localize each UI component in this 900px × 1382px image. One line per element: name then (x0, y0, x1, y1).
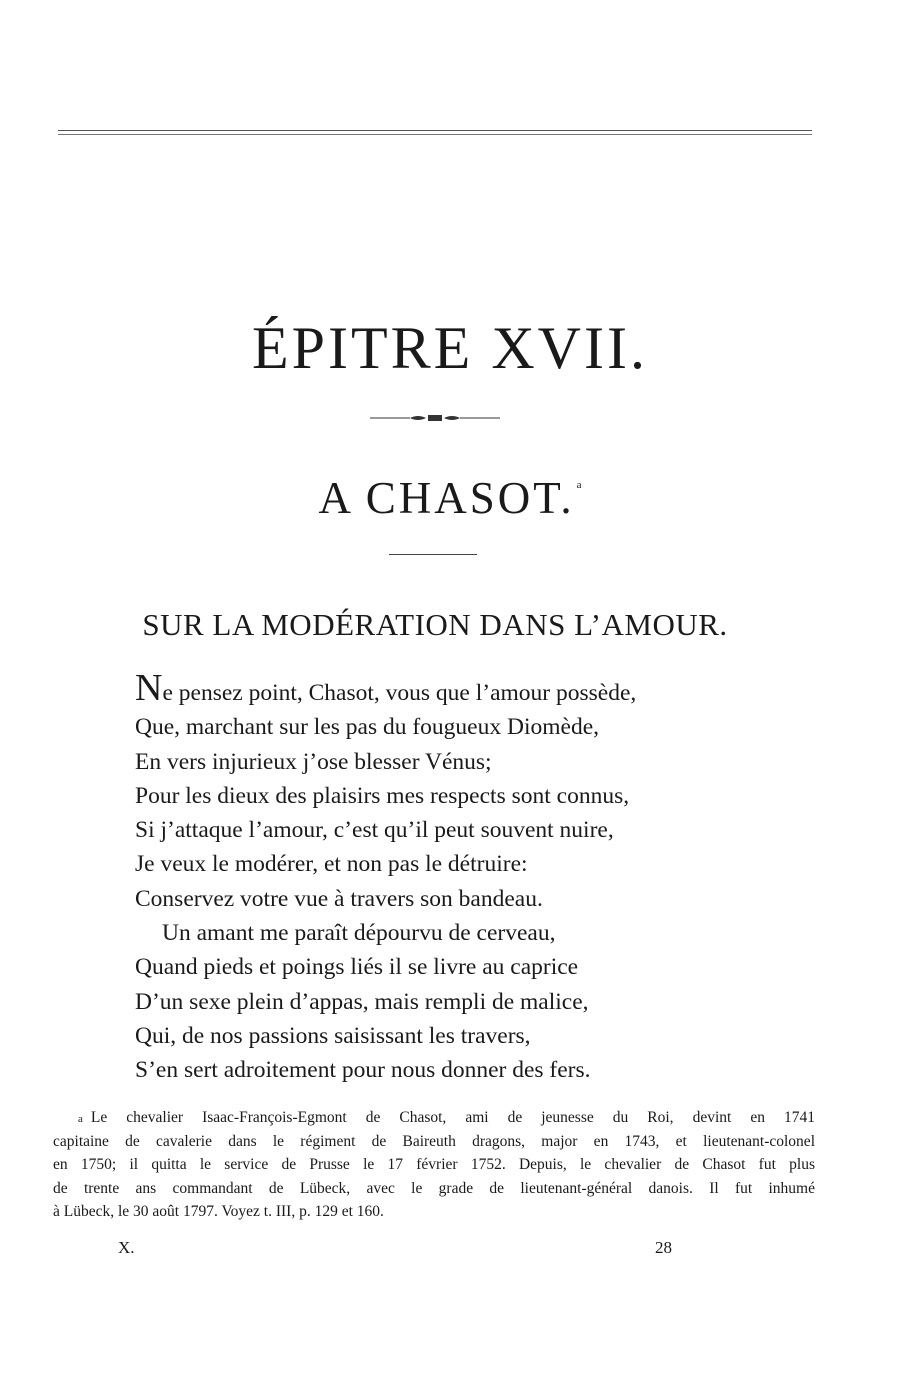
poem (135, 667, 775, 1088)
footnote-line: en 1750; il quitta le service de Prusse le 17 février 1752. Depuis, le chevalier de Chasot fut plus (53, 1156, 815, 1173)
drop-cap: N (135, 667, 163, 709)
verse-line: Quand pieds et poings liés il se livre au caprice (135, 954, 579, 981)
verse-line: En vers injurieux j’ose blesser Vénus; (135, 748, 492, 775)
section-heading: SUR LA MODÉRATION DANS L’AMOUR. (142, 607, 728, 642)
footnote-line (53, 1106, 815, 1130)
footnote (53, 1106, 815, 1224)
signature-mark: X. (118, 1238, 135, 1257)
footnote-line: à Lübeck, le 30 août 1797. Voyez t. III, p. 129 et 160. (53, 1203, 384, 1220)
verse-line: D’un sexe plein d’appas, mais rempli de malice, (135, 988, 589, 1015)
footnote-line: de trente ans commandant de Lübeck, avec le grade de lieutenant-général danois. Il fut inhumé (53, 1179, 815, 1197)
verse-line: S’en sert adroitement pour nous donner des fers. (135, 1057, 591, 1084)
top-double-rule (58, 130, 812, 136)
verse-line: Pour les dieux des plaisirs mes respects sont connus, (135, 782, 630, 809)
page-number: 28 (655, 1238, 672, 1257)
verse-line (135, 667, 775, 710)
verse-line-rest: e pensez point, Chasot, vous que l’amour possède, (162, 680, 637, 706)
page-title: ÉPITRE XVII. (252, 315, 648, 381)
epistle-subtitle (0, 473, 900, 523)
verse-line: Conservez votre vue à travers son bandeau. (135, 885, 543, 912)
footnote-marker: a (78, 1113, 83, 1125)
verse-line: Si j’attaque l’amour, c’est qu’il peut souvent nuire, (135, 817, 614, 844)
verse-line: Qui, de nos passions saisissant les travers, (135, 1022, 531, 1049)
subtitle-text: A CHASOT. (318, 473, 575, 523)
ornament-divider-icon (370, 412, 500, 424)
verse-line: Un amant me paraît dépourvu de cerveau, (162, 920, 556, 947)
verse-line: Que, marchant sur les pas du fougueux Diomède, (135, 714, 599, 741)
footnote-line: capitaine de cavalerie dans le régiment de Baireuth dragons, major en 1743, et lieutenant-colonel (53, 1132, 815, 1150)
verse-line: Je veux le modérer, et non pas le détruire: (135, 851, 528, 878)
footnote-line-text: Le chevalier Isaac-François-Egmont de Chasot, ami de jeunesse du Roi, devint en 1741 (90, 1109, 815, 1126)
footnote-reference: a (576, 479, 582, 491)
short-rule (389, 554, 477, 555)
